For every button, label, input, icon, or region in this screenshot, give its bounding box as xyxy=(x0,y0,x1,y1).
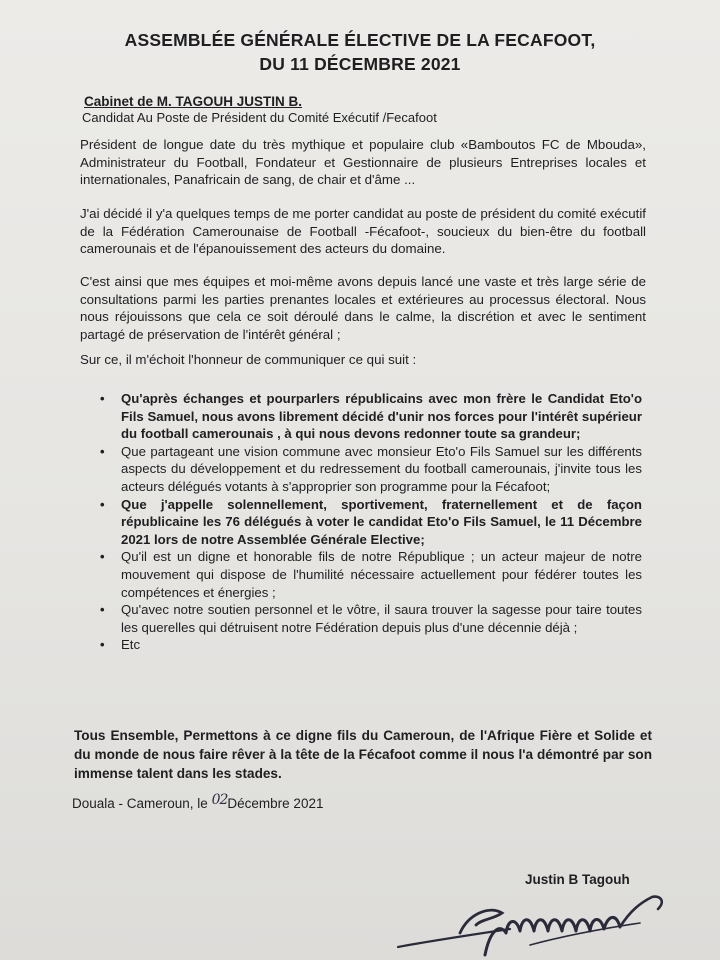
point-text: Qu'il est un digne et honorable fils de notre République ; un acteur majeur de notre mouvement qui dispose de l'humilité nécessaire actuellement pour fédérer toutes les compétences et énergies ; xyxy=(121,549,642,600)
paragraph-candidacy: J'ai décidé il y'a quelques temps de me porter candidat au poste de président du comité exécutif de la Fédération Camerounaise de Football -Fécafoot-, soucieux du bien-être du football camerounais et de l'épanouissement des acteurs du domaine. xyxy=(80,206,646,256)
bullet-icon: • xyxy=(100,549,105,565)
document-title xyxy=(0,28,720,76)
signer-name: Justin B Tagouh xyxy=(525,872,630,887)
point-text: Qu'après échanges et pourparlers républicains avec mon frère le Candidat Eto'o Fils Samuel, nous avons librement décidé d'unir nos forces pour l'intérêt supérieur du football camerounais , à qui nous devons redonner toute sa grandeur; xyxy=(121,391,642,442)
point-text: Que j'appelle solennellement, sportivement, fraternellement et de façon républicaine les 76 délégués à voter le candidat Eto'o Fils Samuel, le 11 Décembre 2021 lors de notre Assemblée Générale Elective; xyxy=(121,496,642,547)
announcement-points-list xyxy=(100,390,642,654)
paragraph-announcement: Sur ce, il m'échoit l'honneur de communiquer ce qui suit : xyxy=(80,352,417,367)
handwritten-day: 02 xyxy=(211,792,228,808)
list-item xyxy=(100,496,642,549)
conclusion-paragraph: Tous Ensemble, Permettons à ce digne fils du Cameroun, de l'Afrique Fière et Solide et du monde de nous faire rêver à la tête de la Fécafoot comme il nous l'a démontré par son immense talent dans les stades. xyxy=(74,728,652,781)
bullet-icon: • xyxy=(100,496,105,512)
bullet-icon: • xyxy=(100,637,105,653)
list-item xyxy=(100,601,642,636)
bullet-icon: • xyxy=(100,602,105,618)
candidate-title: Candidat Au Poste de Président du Comité Exécutif /Fecafoot xyxy=(82,110,437,125)
point-text: Que partageant une vision commune avec monsieur Eto'o Fils Samuel sur les différents aspects du développement et du redressement du football camerounais, j'invite tous les acteurs délégués votants à s'approprier son programme pour la Fécafoot; xyxy=(121,443,642,494)
list-item xyxy=(100,390,642,443)
place-prefix: Douala - Cameroun, le xyxy=(72,796,212,811)
list-item xyxy=(100,443,642,496)
list-item xyxy=(100,548,642,601)
point-text: Qu'avec notre soutien personnel et le vôtre, il saura trouver la sagesse pour taire toutes les querelles qui détruisent notre Fédération depuis plus d'une décennie déjà ; xyxy=(121,602,642,635)
bullet-icon: • xyxy=(100,443,105,459)
cabinet-heading: Cabinet de M. TAGOUH JUSTIN B. xyxy=(84,94,303,109)
handwritten-signature-icon xyxy=(390,885,690,960)
paragraph-intro: Président de longue date du très mythique et populaire club «Bamboutos FC de Mbouda», Administrateur du Football, Fondateur et Gestionnaire de plusieurs Entreprises locales et internationales, Panafricain de sang, de chair et d'âme ... xyxy=(80,137,646,187)
title-line-2: DU 11 DÉCEMBRE 2021 xyxy=(259,54,461,74)
paragraph-consultations: C'est ainsi que mes équipes et moi-même avons depuis lancé une vaste et très large série de consultations parmi les parties prenantes locales et extérieures au processus électoral. Nous nous réjouissons que cela ce soit déroulé dans le calme, la discrétion et avec le sentiment partagé de préservation de l'intérêt général ; xyxy=(80,274,646,342)
point-text: Etc xyxy=(121,637,141,653)
place-and-date xyxy=(72,792,324,812)
date-suffix: Décembre 2021 xyxy=(227,796,324,811)
list-item xyxy=(100,636,642,654)
bullet-icon: • xyxy=(100,391,105,406)
title-line-1: ASSEMBLÉE GÉNÉRALE ÉLECTIVE DE LA FECAFOOT, xyxy=(124,30,596,50)
